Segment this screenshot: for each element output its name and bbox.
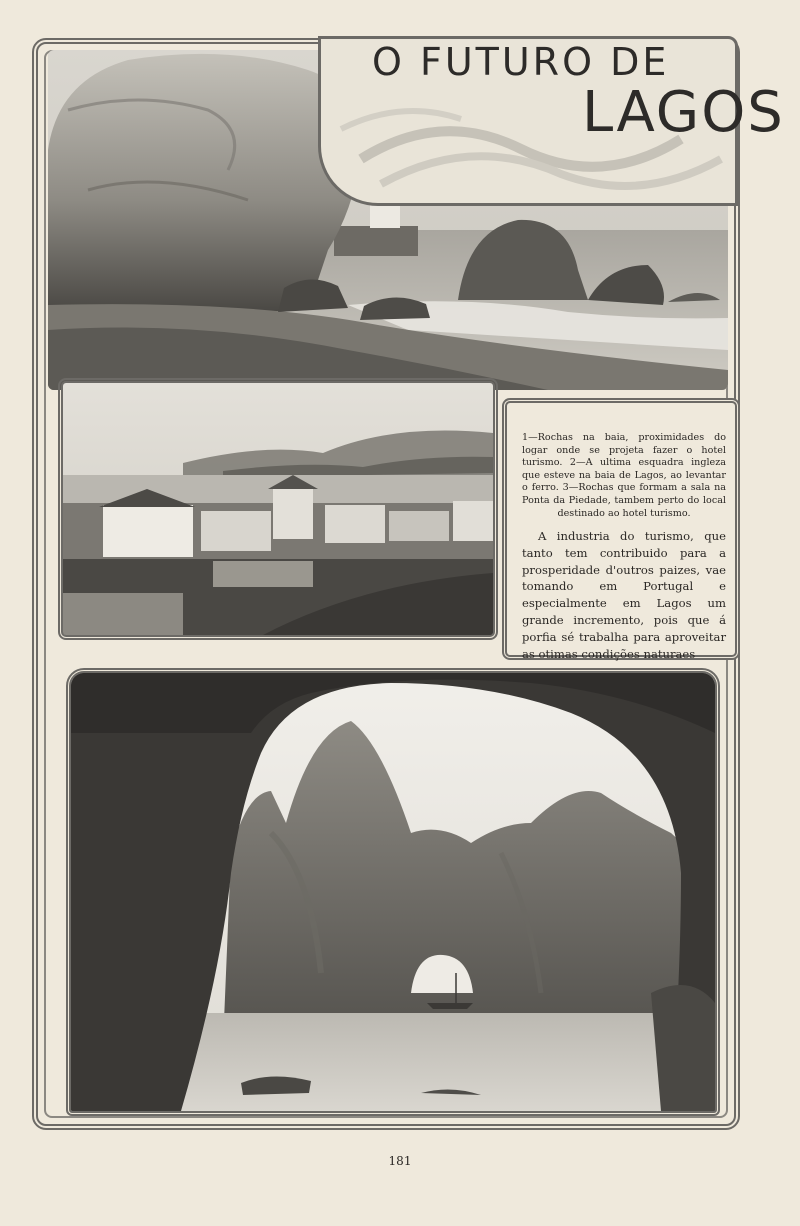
page-title-line1: O FUTURO DE <box>372 40 670 84</box>
photo-english-fleet <box>58 378 498 640</box>
photo-caption: 1—Rochas na baia, proximidades do logar onde se projeta fazer o hotel turismo. 2—A ultima esquadra ingleza que esteve na baia de Lagos, ao levantar o ferro. 3—Rochas que formam a sala na Ponta da Piedade, tambem perto do local destinado ao hotel turismo. <box>522 432 726 519</box>
article-body: A industria do turismo, que tanto tem contribuido para a prosperidade d'outros paizes, vae tomando em Portugal e especialmente em Lagos um grande incremento, pois que á porfia sé trabalha para aproveitar as otimas condições naturaes <box>522 529 726 661</box>
page-title-line2: LAGOS <box>582 80 785 145</box>
page-number: 181 <box>388 1154 412 1168</box>
photo-ponta-da-piedade <box>66 668 720 1116</box>
